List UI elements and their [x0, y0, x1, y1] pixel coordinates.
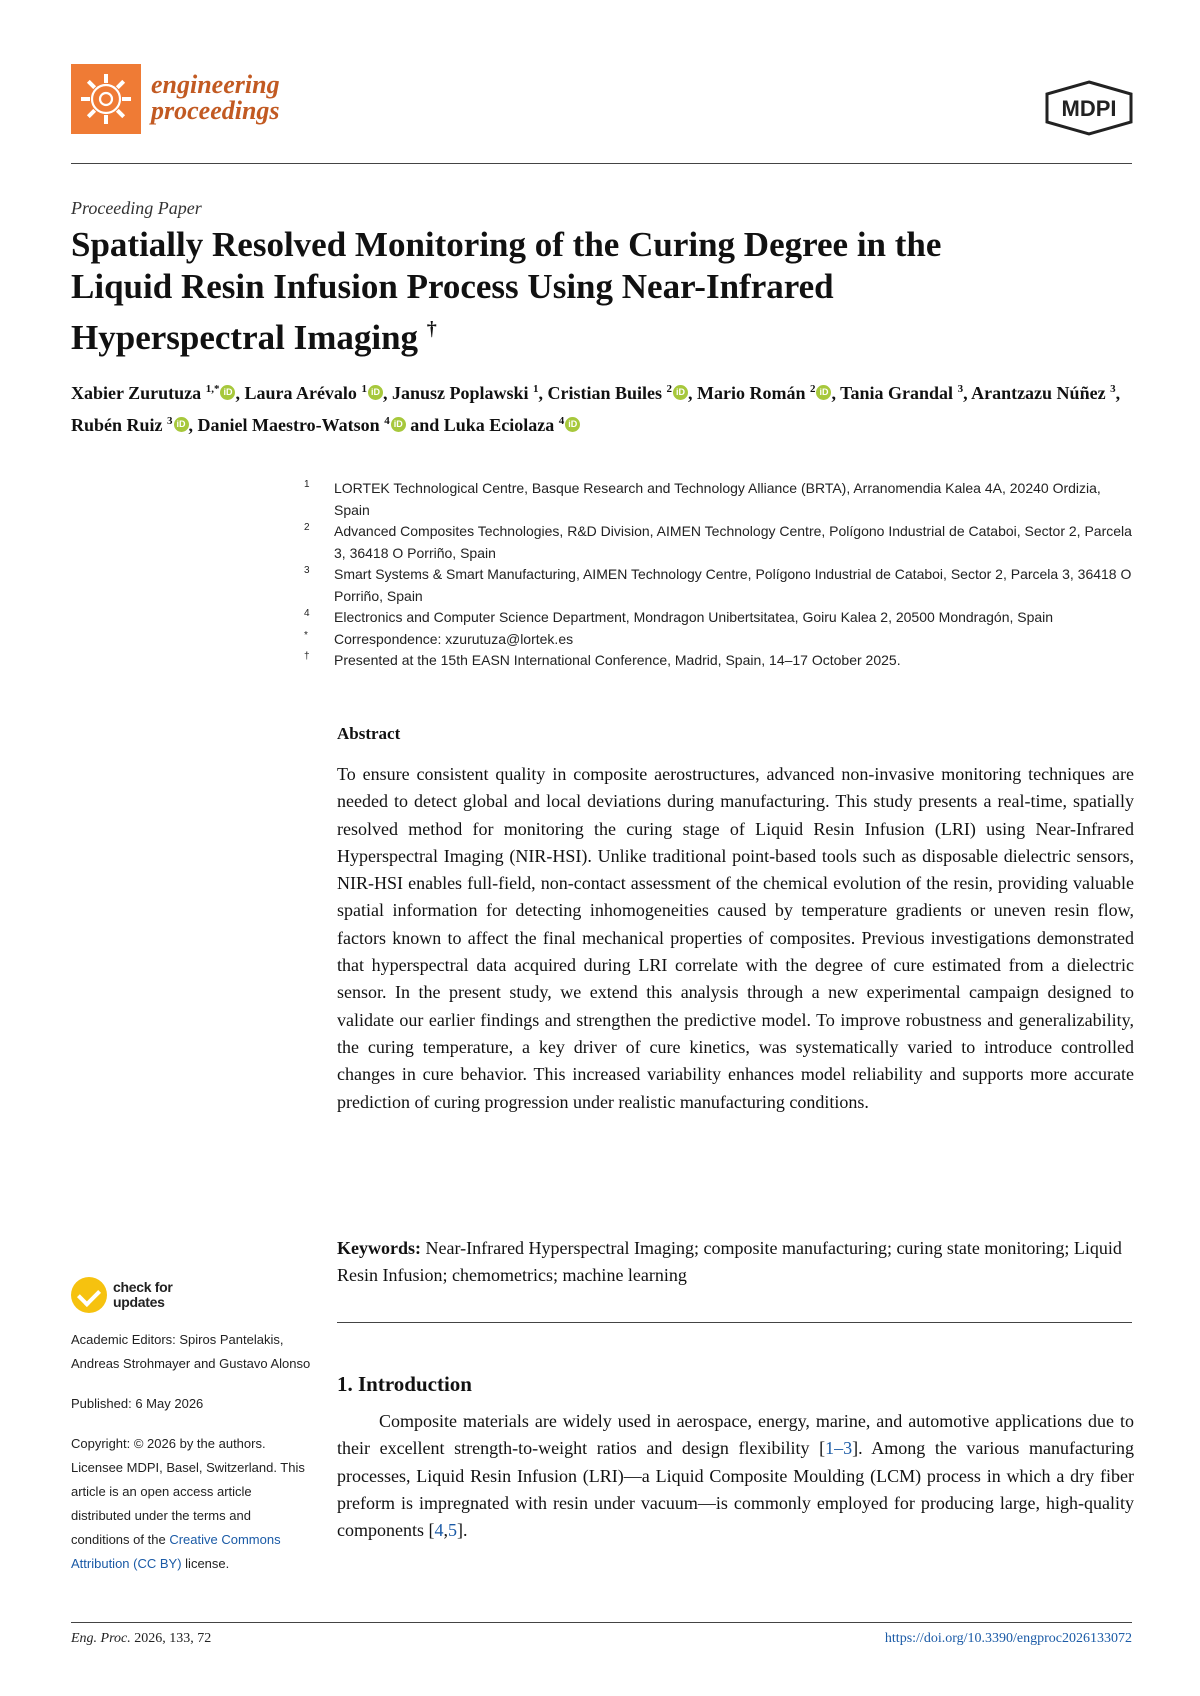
orcid-icon[interactable]: iD	[368, 385, 383, 400]
orcid-icon[interactable]: iD	[391, 417, 406, 432]
author-name: Arantzazu Núñez	[971, 383, 1111, 403]
title-footnote-mark: †	[426, 318, 437, 340]
author-name: Cristian Builes	[547, 383, 667, 403]
affiliation-mark: 4	[304, 608, 310, 619]
published-value: 6 May 2026	[135, 1396, 204, 1411]
paper-title	[71, 224, 1132, 359]
license-link[interactable]: Creative Commons Attribution (CC BY)	[71, 1532, 281, 1571]
keywords-text: Near-Infrared Hyperspectral Imaging; composite manufacturing; curing state monitoring; Liquid Resin Infusion; chemometrics; machine learning	[337, 1238, 1122, 1285]
introduction-paragraph	[337, 1408, 1134, 1544]
author-name: Xabier Zurutuza	[71, 383, 206, 403]
orcid-icon[interactable]: iD	[673, 385, 688, 400]
section-heading-introduction: 1. Introduction	[337, 1372, 472, 1396]
orcid-icon[interactable]: iD	[816, 385, 831, 400]
author-affiliation-mark: 2	[666, 383, 672, 395]
affiliation-text: LORTEK Technological Centre, Basque Research and Technology Alliance (BRTA), Arranomendia Kalea 4A, 20240 Ordizia, Spain	[334, 480, 1101, 518]
author-separator: ,	[1115, 383, 1121, 403]
journal-name-line2: proceedings	[151, 96, 280, 125]
author-separator: ,	[382, 383, 392, 403]
author-affiliation-mark: 3	[167, 415, 173, 427]
gear-icon	[71, 64, 141, 134]
author-name: Mario Román	[697, 383, 810, 403]
affiliation-mark: 2	[304, 522, 310, 533]
orcid-icon[interactable]: iD	[174, 417, 189, 432]
abstract-text: To ensure consistent quality in composite aerostructures, advanced non-invasive monitoring techniques are needed to detect global and local deviations during manufacturing. This study presents a real-time, spatially resolved method for monitoring the curing stage of Liquid Resin Infusion (LRI) using Near-Infrared Hyperspectral Imaging (NIR-HSI). Unlike traditional point-based tools such as disposable dielectric sensors, NIR-HSI enables full-field, non-contact assessment of the chemical evolution of the resin, providing valuable spatial information for detecting inhomogeneities caused by temperature gradients or uneven resin flow, factors known to affect the final mechanical properties of composites. Previous investigations demonstrated that hyperspectral data acquired during LRI correlate with the degree of cure estimated from a dielectric sensor. In the present study, we extend this analysis through a new experimental campaign designed to validate our earlier findings and strengthen the predictive model. To improve robustness and generalizability, the curing temperature, a key driver of cure kinetics, was systematically varied to introduce controlled changes in cure behavior. This increased variability enhances model reliability and supports more accurate prediction of curing progression under realistic manufacturing conditions.	[337, 764, 1134, 1112]
keywords-label: Keywords:	[337, 1238, 421, 1258]
abstract-heading: Abstract	[337, 724, 401, 743]
editors-label: Academic Editors:	[71, 1332, 176, 1347]
affiliation-mark: †	[304, 651, 310, 662]
affiliation-item	[304, 629, 1134, 651]
affiliation-text: Correspondence: xzurutuza@lortek.es	[334, 630, 574, 647]
intro-text-part: ]. Among the various manufacturing processes, Liquid Resin Infusion (LRI)—a Liquid Composite Moulding (LCM) process in which a dry fiber preform is impregnated with resin under vacuum—is commonly employed for producing large, high-quality components [	[337, 1438, 1134, 1541]
affiliations	[304, 478, 1134, 672]
publisher-name: MDPI	[1061, 96, 1117, 121]
author-name: Tania Grandal	[840, 383, 958, 403]
check-updates-line: updates	[113, 1294, 165, 1310]
author-separator: ,	[963, 383, 972, 403]
orcid-icon[interactable]: iD	[220, 385, 235, 400]
affiliation-text: Advanced Composites Technologies, R&D Division, AIMEN Technology Centre, Polígono Industrial de Cataboi, Sector 2, Parcela 3, 36418 O Porriño, Spain	[334, 523, 1132, 561]
author-name: Janusz Poplawski	[391, 383, 533, 403]
author-affiliation-mark: 4	[558, 415, 565, 427]
doi-link[interactable]: https://doi.org/10.3390/engproc2026133072	[884, 1631, 1132, 1646]
check-updates-label	[113, 1280, 173, 1310]
checkmark-icon	[71, 1277, 107, 1313]
affiliation-item	[304, 607, 1134, 629]
author-affiliation-mark: 1,*	[205, 383, 220, 395]
title-line	[71, 308, 1132, 359]
citation-details: 2026, 133, 72	[134, 1631, 212, 1646]
academic-editors	[71, 1328, 311, 1376]
affiliation-item	[304, 478, 1134, 521]
keywords	[337, 1235, 1134, 1289]
section-divider	[337, 1322, 1132, 1323]
article-info-sidebar	[71, 1328, 311, 1592]
citation-separator: ,	[443, 1520, 448, 1541]
citation-link[interactable]: 5	[447, 1520, 457, 1541]
author-affiliation-mark: 4	[384, 415, 390, 427]
author-list	[71, 375, 1142, 439]
affiliation-mark: 1	[304, 479, 310, 490]
affiliation-item	[304, 564, 1134, 607]
article-type: Proceeding Paper	[71, 198, 202, 218]
author-name: Daniel Maestro-Watson	[197, 415, 385, 435]
check-updates-line: check for	[113, 1279, 173, 1295]
copyright-notice	[71, 1432, 311, 1576]
footer-citation	[71, 1631, 211, 1647]
check-for-updates-button[interactable]	[71, 1277, 173, 1313]
author-separator: ,	[688, 383, 697, 403]
journal-name	[151, 72, 280, 124]
affiliation-text: Presented at the 15th EASN International Conference, Madrid, Spain, 14–17 October 2025.	[334, 652, 901, 668]
copyright-text: Copyright: © 2026 by the authors. Licensee MDPI, Basel, Switzerland. This article is an open access article distributed under the terms and conditions of the	[71, 1436, 305, 1547]
title-line-text: Hyperspectral Imaging	[71, 318, 419, 357]
affiliation-text: Smart Systems & Smart Manufacturing, AIMEN Technology Centre, Polígono Industrial de Cataboi, Sector 2, Parcela 3, 36418 O Porriño, Spain	[334, 566, 1132, 604]
author-affiliation-mark: 2	[809, 383, 816, 395]
journal-logo	[71, 64, 141, 134]
journal-abbreviation: Eng. Proc.	[71, 1631, 131, 1646]
intro-text-part: ].	[456, 1520, 468, 1541]
header-divider	[71, 163, 1132, 164]
citation-link[interactable]: 1–3	[825, 1438, 853, 1459]
orcid-icon[interactable]: iD	[565, 417, 580, 432]
published-label: Published:	[71, 1396, 132, 1411]
author-separator: ,	[188, 415, 198, 435]
intro-text-part: Composite materials are widely used in aerospace, energy, marine, and automotive applications due to their excellent strength-to-weight ratios and design flexibility [	[337, 1411, 1134, 1459]
author-affiliation-mark: 1	[361, 383, 367, 395]
author-name: Rubén Ruiz	[71, 415, 168, 435]
citation-link[interactable]: 4	[434, 1520, 444, 1541]
author-affiliation-mark: 1	[532, 383, 539, 395]
published-date	[71, 1392, 311, 1416]
author-affiliation-mark: 3	[957, 383, 964, 395]
author-name: Luka Eciolaza	[443, 415, 559, 435]
author-separator: ,	[538, 383, 548, 403]
author-name: Laura Arévalo	[244, 383, 362, 403]
title-line: Liquid Resin Infusion Process Using Near-Infrared	[71, 267, 834, 306]
affiliation-mark: *	[304, 629, 308, 641]
title-line: Spatially Resolved Monitoring of the Curing Degree in the	[71, 225, 942, 264]
editors-names: Spiros Pantelakis, Andreas Strohmayer and Gustavo Alonso	[71, 1332, 311, 1371]
author-separator: and	[405, 415, 444, 435]
author-affiliation-mark: 3	[1110, 383, 1116, 395]
author-separator: ,	[235, 383, 245, 403]
affiliation-text: Electronics and Computer Science Department, Mondragon Unibertsitatea, Goiru Kalea 2, 20500 Mondragón, Spain	[334, 609, 1054, 625]
footer-divider	[71, 1622, 1132, 1623]
publisher-logo	[1043, 80, 1135, 140]
journal-name-line1: engineering	[151, 70, 280, 99]
affiliation-item	[304, 650, 1134, 672]
author-separator: ,	[831, 383, 841, 403]
affiliation-mark: 3	[304, 565, 310, 576]
license-suffix: license.	[185, 1556, 230, 1571]
affiliation-item	[304, 521, 1134, 564]
